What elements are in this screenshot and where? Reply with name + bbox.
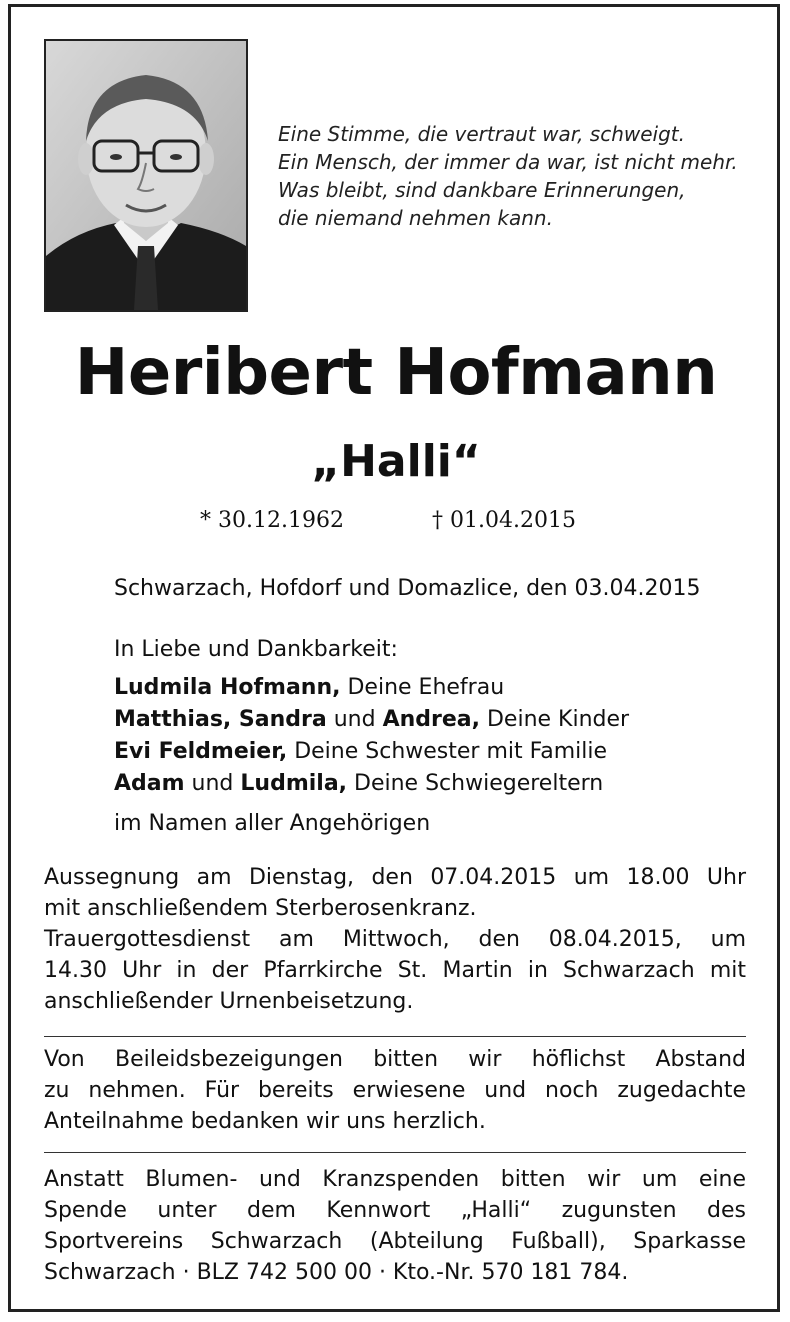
death-date: † 01.04.2015 [432, 508, 576, 533]
service-line: mit anschließendem Sterberosenkranz. [44, 896, 477, 921]
family-member-line [114, 736, 629, 768]
condolence-notice [44, 1044, 746, 1137]
family-member-name: Ludmila Hofmann, [114, 675, 341, 700]
quote-line: Eine Stimme, die vertraut war, schweigt. [278, 122, 686, 146]
dedication-intro: In Liebe und Dankbarkeit: [114, 637, 398, 662]
family-member-line [114, 672, 629, 704]
deceased-nickname: „Halli“ [311, 436, 481, 487]
quote-line: die niemand nehmen kann. [278, 206, 553, 230]
service-line: Trauergottesdienst am Mittwoch, den 08.04.2015, um [44, 927, 746, 952]
deceased-name: Heribert Hofmann [74, 336, 718, 410]
family-member-name: Adam [114, 771, 185, 796]
family-relation: und [184, 771, 241, 796]
family-member-name: Matthias, Sandra [114, 707, 327, 732]
family-member-name: Ludmila, [240, 771, 348, 796]
divider [44, 1152, 746, 1153]
portrait-photo [44, 39, 248, 312]
place-and-date: Schwarzach, Hofdorf und Domazlice, den 03.04.2015 [114, 576, 701, 601]
family-relation: Deine Ehefrau [340, 675, 505, 700]
divider [44, 1036, 746, 1037]
memorial-quote [278, 120, 758, 232]
condolence-line: Von Beileidsbezeigungen bitten wir höflichst Abstand [44, 1047, 746, 1072]
family-list [114, 672, 629, 800]
donation-line: Anstatt Blumen- und Kranzspenden bitten wir um eine [44, 1167, 746, 1192]
family-member-line [114, 768, 629, 800]
family-member-line [114, 704, 629, 736]
condolence-line: Anteilnahme bedanken wir uns herzlich. [44, 1109, 486, 1134]
condolence-line: zu nehmen. Für bereits erwiesene und noch zugedachte [44, 1078, 746, 1103]
family-relation: Deine Schwiegereltern [347, 771, 604, 796]
birth-date: * 30.12.1962 [200, 508, 344, 533]
family-relation: und [326, 707, 383, 732]
quote-line: Was bleibt, sind dankbare Erinnerungen, [278, 178, 686, 202]
family-member-name: Evi Feldmeier, [114, 739, 288, 764]
service-line: Aussegnung am Dienstag, den 07.04.2015 um 18.00 Uhr [44, 865, 746, 890]
service-info [44, 862, 746, 1017]
quote-line: Ein Mensch, der immer da war, ist nicht mehr. [278, 150, 738, 174]
donation-line: Spende unter dem Kennwort „Halli“ zugunsten des [44, 1198, 746, 1223]
donation-notice [44, 1164, 746, 1288]
family-relation: Deine Kinder [480, 707, 630, 732]
donation-line: Schwarzach · BLZ 742 500 00 · Kto.-Nr. 570 181 784. [44, 1260, 629, 1285]
family-relation: Deine Schwester mit Familie [287, 739, 608, 764]
service-line: 14.30 Uhr in der Pfarrkirche St. Martin in Schwarzach mit [44, 958, 746, 983]
donation-line: Sportvereins Schwarzach (Abteilung Fußball), Sparkasse [44, 1229, 746, 1254]
service-line: anschließender Urnenbeisetzung. [44, 989, 414, 1014]
portrait-photo-drawing [46, 41, 246, 310]
relatives-line: im Namen aller Angehörigen [114, 811, 431, 836]
family-member-name: Andrea, [382, 707, 480, 732]
